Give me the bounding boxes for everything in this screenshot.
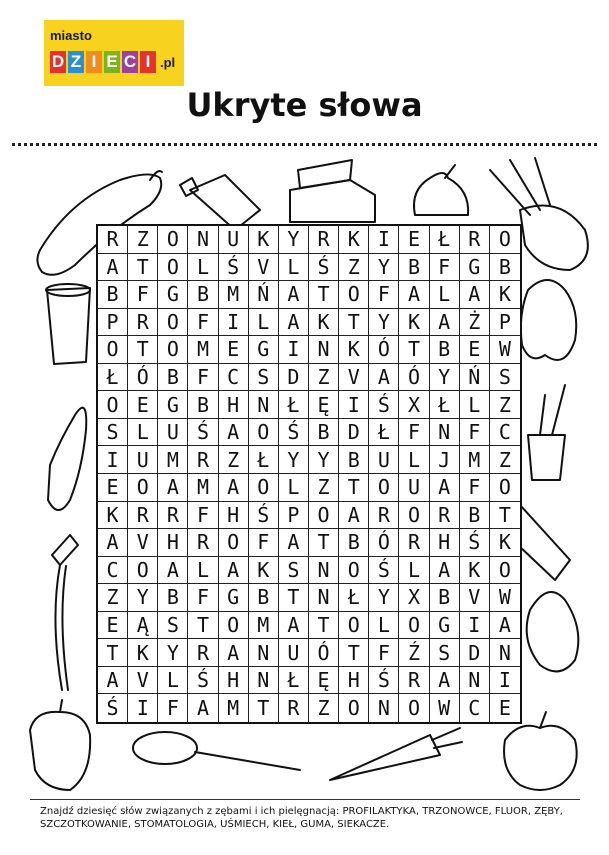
grid-cell[interactable]: Ł — [339, 584, 369, 612]
grid-cell[interactable]: A — [279, 309, 309, 337]
grid-cell[interactable]: A — [460, 281, 490, 309]
grid-cell[interactable]: M — [158, 446, 188, 474]
grid-cell[interactable]: F — [128, 281, 158, 309]
logo-letter: I — [86, 51, 102, 73]
grid-cell[interactable]: R — [188, 639, 218, 667]
grid-cell[interactable]: Ł — [430, 226, 460, 254]
grid-cell[interactable]: L — [399, 446, 429, 474]
logo-letter: Z — [68, 51, 84, 73]
grid-cell[interactable]: C — [460, 694, 490, 722]
grid-cell[interactable]: T — [309, 612, 339, 640]
grid-cell[interactable]: R — [128, 502, 158, 530]
grid-cell[interactable]: Ś — [460, 529, 490, 557]
grid-cell[interactable]: K — [460, 557, 490, 585]
grid-cell[interactable]: W — [430, 694, 460, 722]
grid-cell[interactable]: O — [339, 612, 369, 640]
grid-cell[interactable]: X — [399, 584, 429, 612]
grid-cell[interactable]: R — [279, 694, 309, 722]
grid-cell[interactable]: A — [430, 557, 460, 585]
grid-cell[interactable]: Z — [98, 584, 128, 612]
grid-cell[interactable]: D — [339, 419, 369, 447]
grid-cell[interactable]: V — [249, 254, 279, 282]
grid-cell[interactable]: U — [128, 446, 158, 474]
grid-cell[interactable]: S — [158, 612, 188, 640]
grid-cell[interactable]: Ś — [369, 667, 399, 695]
grid-cell[interactable]: N — [309, 557, 339, 585]
grid-cell[interactable]: A — [369, 364, 399, 392]
grid-cell[interactable]: L — [188, 254, 218, 282]
grid-cell[interactable]: T — [399, 336, 429, 364]
logo — [44, 20, 184, 86]
grid-cell[interactable]: E — [98, 612, 128, 640]
logo-wordmark — [50, 51, 175, 73]
grid-cell[interactable]: K — [309, 309, 339, 337]
grid-cell[interactable]: U — [369, 446, 399, 474]
grid-cell[interactable]: T — [98, 639, 128, 667]
grid-cell[interactable]: E — [498, 696, 511, 721]
toothpaste-tube-right-icon — [518, 505, 570, 580]
grid-cell[interactable]: D — [460, 639, 490, 667]
grid-cell[interactable]: O — [98, 336, 128, 364]
grid-cell[interactable]: R — [460, 226, 490, 254]
grid-cell[interactable]: Z — [309, 694, 339, 722]
glass-icon — [46, 284, 90, 364]
grid-cell[interactable]: O — [369, 474, 399, 502]
grid-cell[interactable]: L — [249, 309, 279, 337]
grid-cell[interactable]: N — [309, 336, 339, 364]
grid-cell[interactable]: Ś — [369, 391, 399, 419]
grid-cell[interactable]: I — [369, 226, 399, 254]
grid-cell[interactable]: H — [219, 667, 249, 695]
cup-with-toothbrush-icon — [528, 385, 565, 480]
grid-cell[interactable]: G — [219, 584, 249, 612]
grid-cell[interactable]: F — [188, 584, 218, 612]
grid-cell[interactable]: M — [219, 694, 249, 722]
grid-cell[interactable]: R — [158, 502, 188, 530]
grid-cell[interactable]: M — [249, 612, 279, 640]
grid-cell[interactable]: Y — [430, 364, 460, 392]
grid-cell[interactable]: I — [490, 667, 520, 695]
grid-cell[interactable]: T — [309, 281, 339, 309]
grid-cell[interactable]: L — [188, 557, 218, 585]
grid-cell[interactable]: I — [219, 309, 249, 337]
grid-cell[interactable]: E — [460, 336, 490, 364]
grid-cell[interactable]: K — [399, 309, 429, 337]
grid-cell[interactable]: Z — [490, 391, 520, 419]
grid-cell[interactable]: C — [219, 364, 249, 392]
carrot-icon — [330, 728, 462, 780]
grid-cell[interactable]: Ń — [249, 281, 279, 309]
logo-letter: E — [104, 51, 120, 73]
grid-cell[interactable]: S — [490, 364, 520, 392]
grid-cell[interactable]: O — [158, 226, 188, 254]
grid-cell[interactable]: R — [430, 502, 460, 530]
dotted-divider — [12, 143, 597, 146]
grid-cell[interactable]: K — [339, 336, 369, 364]
logo-letter: I — [140, 51, 156, 73]
grid-cell[interactable]: P — [98, 309, 128, 337]
pear-icon — [414, 165, 468, 215]
grid-cell[interactable]: Ó — [128, 364, 158, 392]
grid-cell[interactable]: O — [399, 612, 429, 640]
grid-cell[interactable]: Ó — [369, 336, 399, 364]
grid-cell[interactable]: A — [219, 419, 249, 447]
grid-cell[interactable]: Y — [369, 584, 399, 612]
grid-cell[interactable]: Ę — [309, 391, 339, 419]
grid-cell[interactable]: I — [460, 612, 490, 640]
grid-cell[interactable]: I — [128, 694, 158, 722]
grid-cell[interactable]: Ó — [309, 639, 339, 667]
grid-cell[interactable]: U — [219, 226, 249, 254]
grid-cell[interactable]: K — [490, 281, 520, 309]
grid-cell[interactable]: R — [309, 226, 339, 254]
grid-cell[interactable]: B — [158, 364, 188, 392]
grid-cell[interactable]: I — [339, 391, 369, 419]
grid-cell[interactable]: S — [279, 557, 309, 585]
grid-cell[interactable]: Ś — [369, 557, 399, 585]
grid-cell[interactable]: O — [490, 557, 520, 585]
grid-cell[interactable]: V — [128, 529, 158, 557]
grid-cell[interactable]: R — [188, 446, 218, 474]
grid-cell[interactable]: Ś — [98, 694, 128, 722]
grid-cell[interactable]: H — [339, 667, 369, 695]
grid-cell[interactable]: Ł — [369, 419, 399, 447]
grid-cell[interactable]: O — [158, 254, 188, 282]
grid-cell[interactable]: L — [128, 419, 158, 447]
toothpaste-tube-icon — [180, 175, 260, 230]
grid-cell[interactable]: O — [490, 474, 520, 502]
grid-cell[interactable]: A — [98, 529, 128, 557]
grid-cell[interactable]: Z — [219, 446, 249, 474]
grid-cell[interactable]: Y — [279, 226, 309, 254]
grid-cell[interactable]: K — [490, 529, 520, 557]
grid-cell[interactable]: O — [249, 419, 279, 447]
grid-cell[interactable]: K — [98, 502, 128, 530]
spoon-icon — [133, 732, 300, 770]
grid-cell[interactable]: Ś — [309, 254, 339, 282]
grid-cell[interactable]: N — [460, 667, 490, 695]
grid-cell[interactable]: Ś — [279, 419, 309, 447]
grid-cell[interactable]: O — [128, 474, 158, 502]
grid-cell[interactable]: A — [399, 281, 429, 309]
grid-cell[interactable]: S — [430, 639, 460, 667]
grid-cell[interactable]: Y — [369, 309, 399, 337]
grid-cell[interactable]: F — [188, 502, 218, 530]
grid-cell[interactable]: B — [309, 419, 339, 447]
grid-cell[interactable]: O — [98, 391, 128, 419]
grid-cell[interactable]: V — [128, 667, 158, 695]
grid-cell[interactable]: T — [279, 584, 309, 612]
grid-cell[interactable]: B — [188, 281, 218, 309]
grid-cell[interactable]: N — [490, 639, 520, 667]
grid-cell[interactable]: K — [249, 226, 279, 254]
grid-cell[interactable]: R — [188, 529, 218, 557]
grid-cell[interactable]: F — [399, 419, 429, 447]
grid-cell[interactable]: V — [339, 364, 369, 392]
grid-cell[interactable]: X — [399, 391, 429, 419]
instructions-rule — [30, 799, 580, 800]
grid-cell[interactable]: A — [490, 612, 520, 640]
grid-cell[interactable]: O — [128, 557, 158, 585]
grid-cell[interactable]: R — [369, 502, 399, 530]
molar-tooth-icon — [521, 280, 576, 360]
grid-cell[interactable]: H — [219, 391, 249, 419]
grid-cell[interactable]: N — [249, 639, 279, 667]
grid-cell[interactable]: F — [249, 529, 279, 557]
grid-cell[interactable]: B — [339, 529, 369, 557]
grid-cell[interactable]: B — [490, 254, 520, 282]
grid-cell[interactable]: G — [460, 254, 490, 282]
grid-cell[interactable]: E — [219, 336, 249, 364]
grid-cell[interactable]: A — [219, 474, 249, 502]
grid-cell[interactable]: Y — [158, 639, 188, 667]
grid-cell[interactable]: T — [490, 502, 520, 530]
grid-cell[interactable]: Z — [339, 254, 369, 282]
grid-cell[interactable]: A — [279, 612, 309, 640]
grid-cell[interactable]: A — [339, 502, 369, 530]
grid-cell[interactable]: T — [339, 474, 369, 502]
grid-cell[interactable]: G — [430, 612, 460, 640]
grid-cell[interactable]: H — [219, 502, 249, 530]
grid-cell[interactable]: V — [460, 584, 490, 612]
grid-cell[interactable]: G — [158, 281, 188, 309]
grid-cell[interactable]: Ś — [219, 254, 249, 282]
grid-cell[interactable]: A — [279, 281, 309, 309]
grid-cell[interactable]: D — [279, 364, 309, 392]
logo-letter: D — [51, 52, 65, 71]
grid-cell[interactable]: Ś — [249, 502, 279, 530]
grid-cell[interactable]: M — [219, 281, 249, 309]
grid-cell[interactable]: W — [490, 584, 520, 612]
instructions-text: Znajdź dziesięć słów związanych z zębami i ich pielęgnacją: PROFILAKTYKA, TRZONOWCE, FLUOR, ZĘBY, SZCZOTKOWANIE, STOMATOLOGIA, UŚMIECH, KIEŁ, GUMA, SIEKACZE. — [40, 806, 563, 830]
grid-cell[interactable]: A — [430, 309, 460, 337]
grid-cell[interactable]: L — [279, 474, 309, 502]
grid-cell[interactable]: Y — [128, 584, 158, 612]
grid-cell[interactable]: O — [219, 529, 249, 557]
grid-cell[interactable]: O — [399, 502, 429, 530]
grid-cell[interactable]: A — [219, 557, 249, 585]
grid-cell[interactable]: B — [460, 502, 490, 530]
grid-cell[interactable]: T — [249, 694, 279, 722]
grid-cell[interactable]: F — [188, 364, 218, 392]
grid-cell[interactable]: O — [158, 336, 188, 364]
grid-cell[interactable]: H — [158, 529, 188, 557]
grid-cell[interactable]: T — [128, 336, 158, 364]
grid-cell[interactable]: Y — [309, 446, 339, 474]
grid-cell[interactable]: Ą — [128, 612, 158, 640]
grid-cell[interactable]: R — [399, 667, 429, 695]
grid-cell[interactable]: E — [98, 474, 128, 502]
grid-cell[interactable]: T — [188, 612, 218, 640]
grid-cell[interactable]: Ł — [98, 364, 128, 392]
grid-cell[interactable]: A — [158, 557, 188, 585]
grid-cell[interactable]: O — [158, 309, 188, 337]
grid-cell[interactable]: U — [399, 474, 429, 502]
grid-cell[interactable]: Z — [309, 474, 339, 502]
grid-cell[interactable]: O — [339, 281, 369, 309]
logo-letter: C — [123, 52, 137, 71]
grid-cell[interactable]: E — [399, 226, 429, 254]
grid-cell[interactable]: I — [98, 446, 128, 474]
grid-cell[interactable]: Ł — [279, 667, 309, 695]
grid-cell[interactable]: B — [430, 336, 460, 364]
pear-right-icon — [527, 592, 579, 671]
grid-cell[interactable]: W — [490, 336, 520, 364]
pepper-icon — [30, 700, 90, 790]
grid-cell[interactable]: R — [98, 226, 128, 254]
grid-cell[interactable]: Y — [369, 254, 399, 282]
grid-cell[interactable]: N — [249, 667, 279, 695]
grid-cell[interactable]: R — [128, 309, 158, 337]
grid-cell[interactable]: T — [309, 529, 339, 557]
grid-cell[interactable]: Ź — [399, 639, 429, 667]
grid-cell[interactable]: O — [219, 612, 249, 640]
grid-cell[interactable]: R — [399, 529, 429, 557]
grid-cell[interactable]: M — [460, 446, 490, 474]
grid-cell[interactable]: Z — [490, 446, 520, 474]
grid-cell[interactable]: L — [460, 391, 490, 419]
grid-cell[interactable]: F — [369, 639, 399, 667]
word-search-grid[interactable] — [96, 224, 522, 724]
grid-cell[interactable]: C — [490, 419, 520, 447]
grid-cell[interactable]: A — [98, 254, 128, 282]
grid-cell[interactable]: T — [339, 309, 369, 337]
grid-cell[interactable]: O — [309, 502, 339, 530]
grid-cell[interactable]: G — [249, 336, 279, 364]
grid-cell[interactable]: J — [430, 446, 460, 474]
grid-cell[interactable]: Ż — [460, 309, 490, 337]
grid-cell[interactable]: M — [188, 474, 218, 502]
grid-cell[interactable]: B — [98, 281, 128, 309]
page-title: Ukryte słowa — [186, 86, 423, 124]
logo-top-text: miasto — [50, 28, 92, 43]
grid-cell[interactable]: I — [279, 336, 309, 364]
grid-cell[interactable]: T — [128, 254, 158, 282]
grid-cell[interactable]: Ś — [188, 419, 218, 447]
grid-cell[interactable]: Ł — [279, 391, 309, 419]
cereal-box-icon — [290, 160, 375, 222]
grid-cell[interactable]: K — [128, 639, 158, 667]
grid-cell[interactable]: Ś — [188, 667, 218, 695]
grid-cell[interactable]: Z — [128, 226, 158, 254]
grid-cell[interactable]: A — [430, 474, 460, 502]
grid-cell[interactable]: B — [399, 254, 429, 282]
grid-cell[interactable]: Ó — [399, 364, 429, 392]
grid-cell[interactable]: O — [490, 226, 520, 254]
grid-cell[interactable]: F — [460, 474, 490, 502]
grid-cell[interactable]: L — [279, 254, 309, 282]
grid-cell[interactable]: F — [369, 281, 399, 309]
grid-cell[interactable]: Ł — [249, 446, 279, 474]
grid-cell[interactable]: N — [188, 226, 218, 254]
grid-cell[interactable]: A — [158, 474, 188, 502]
grid-cell[interactable]: F — [430, 254, 460, 282]
grid-cell[interactable]: Ł — [430, 391, 460, 419]
grid-cell[interactable]: K — [339, 226, 369, 254]
grid-cell[interactable]: P — [490, 309, 520, 337]
grid-cell[interactable]: C — [98, 557, 128, 585]
grid-cell[interactable]: B — [339, 446, 369, 474]
grid-cell[interactable]: B — [249, 584, 279, 612]
grid-cell[interactable]: A — [98, 667, 128, 695]
grid-cell[interactable]: S — [98, 419, 128, 447]
grid-cell[interactable]: P — [279, 502, 309, 530]
grid-cell[interactable]: N — [430, 419, 460, 447]
grid-cell[interactable]: N — [369, 694, 399, 722]
grid-cell[interactable]: B — [158, 584, 188, 612]
grid-cell[interactable]: F — [188, 309, 218, 337]
grid-cell[interactable]: L — [399, 557, 429, 585]
grid-cell[interactable]: A — [430, 667, 460, 695]
grid-cell[interactable]: B — [188, 391, 218, 419]
grid-cell[interactable]: A — [279, 529, 309, 557]
grid-cell[interactable]: E — [128, 391, 158, 419]
grid-cell[interactable]: Ę — [309, 667, 339, 695]
grid-cell[interactable]: L — [158, 667, 188, 695]
grid-cell[interactable]: B — [430, 584, 460, 612]
grid-cell[interactable]: H — [430, 529, 460, 557]
grid-cell[interactable]: O — [339, 557, 369, 585]
grid-cell[interactable]: N — [309, 584, 339, 612]
toothbrush-icon — [52, 535, 78, 690]
canine-tooth-icon — [48, 408, 86, 510]
grid-cell[interactable]: L — [369, 612, 399, 640]
grid-cell[interactable]: U — [158, 419, 188, 447]
grid-cell[interactable]: G — [158, 391, 188, 419]
grid-cell[interactable]: O — [249, 474, 279, 502]
grid-cell[interactable]: N — [249, 391, 279, 419]
grid-cell[interactable]: A — [219, 639, 249, 667]
grid-cell[interactable]: L — [430, 281, 460, 309]
grid-cell[interactable]: K — [249, 557, 279, 585]
grid-cell[interactable]: A — [188, 694, 218, 722]
logo-suffix: .pl — [160, 55, 176, 70]
grid-cell[interactable]: Y — [279, 446, 309, 474]
grid-cell[interactable]: Ń — [460, 364, 490, 392]
grid-cell[interactable]: S — [249, 364, 279, 392]
grid-cell[interactable]: Z — [309, 364, 339, 392]
grid-cell[interactable]: O — [399, 694, 429, 722]
grid-cell[interactable]: Ó — [369, 529, 399, 557]
grid-cell[interactable]: O — [339, 694, 369, 722]
grid-cell[interactable]: M — [188, 336, 218, 364]
grid-cell[interactable]: F — [158, 694, 188, 722]
grid-cell[interactable]: T — [339, 639, 369, 667]
grid-cell[interactable]: U — [279, 639, 309, 667]
grid-cell[interactable]: F — [460, 419, 490, 447]
